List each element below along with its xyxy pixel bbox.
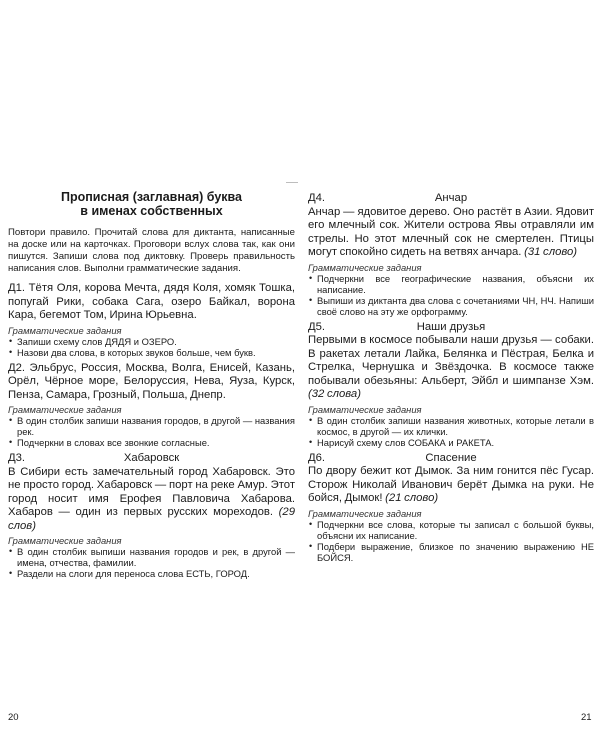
dictation-d6-text [308, 465, 594, 506]
dictation-title: Анчар [434, 192, 468, 204]
task-item: • Подбери выражение, близкое по значению выражению НЕ БОЙСЯ. [308, 541, 594, 563]
grammar-tasks-heading: Грамматические задания [308, 507, 422, 519]
page-number-right: 21 [581, 712, 592, 723]
page-number-left: 20 [8, 712, 19, 723]
dictation-d2-text: Д2. Эльбрус, Россия, Москва, Волга, Енисей, Казань, Орёл, Чёрное море, Белоруссия, Нева, Яуза, Курск, Пенза, Самара, Грозный, Польша, Днепр. [8, 361, 295, 401]
dictation-d1-tasks [8, 336, 295, 358]
dictation-number: Д5. [308, 320, 326, 333]
grammar-tasks-heading: Грамматические задания [8, 535, 122, 546]
page-divider-mark [286, 182, 298, 183]
dictation-body: Анчар — ядовитое дерево. Оно растёт в Азии. Ядовит его млечный сок. Жители острова Явы отравляли им стрелы. Но этот млечный сок не смертелен. Птицы могут спокойно сидеть на ветвях анчара. [308, 205, 594, 258]
task-item: • В один столбик выпиши названия городов и рек, в другой — имена, отчества, фамилии. [8, 546, 295, 568]
grammar-tasks-heading: Грамматические задания [8, 404, 122, 415]
dictation-d4-text [308, 206, 594, 260]
dictation-number: Д4. [308, 192, 326, 204]
dictation-d4-heading [308, 192, 594, 206]
task-item: • Назови два слова, в которых звуков больше, чем букв. [8, 347, 295, 358]
instructions: Повтори правило. Прочитай слова для диктанта, написанные на доске или на карточках. Проговори вслух слова так, как они пишутся. Запиши слова под диктовку. Проверь правильность написания слов. Выполни грамматические задания. [8, 227, 295, 274]
dictation-d5-text [308, 334, 594, 402]
section-title [8, 190, 295, 218]
task-item: • Запиши схему слов ДЯДЯ и ОЗЕРО. [8, 336, 295, 347]
word-count: (31 слово) [524, 246, 578, 258]
dictation-d5-heading [308, 321, 594, 335]
section-title-line2: в именах собственных [80, 204, 223, 218]
task-item: • Подчеркни все слова, которые ты записал с большой буквы, объясни их написание. [308, 519, 594, 541]
left-page [8, 190, 295, 583]
grammar-tasks-heading: Грамматические задания [308, 403, 422, 415]
grammar-tasks-heading: Грамматические задания [8, 324, 122, 336]
dictation-d6-heading [308, 452, 594, 466]
dictation-d3-heading [8, 452, 295, 466]
dictation-d3-text [8, 466, 295, 534]
dictation-d1-text: Д1. Тётя Оля, корова Мечта, дядя Коля, хомяк Тошка, попугай Рики, собака Сага, озеро Байкал, ворона Кара, бегемот Том, Ирина Юрьевна. [8, 282, 295, 321]
task-item: • Нарисуй схему слов СОБАКА и РАКЕТА. [308, 437, 594, 448]
task-item: • Подчеркни в словах все звонкие согласные. [8, 437, 295, 448]
task-item: • В один столбик запиши названия животных, которые летали в космос, в другой — их клички. [308, 415, 594, 437]
dictation-d3-tasks [8, 546, 295, 579]
task-item: • Выпиши из диктанта два слова с сочетаниями ЧН, НЧ. Напиши своё слово на эту же орфограмму. [308, 295, 594, 317]
dictation-number: Д3. [8, 452, 26, 464]
word-count: (21 слово) [385, 492, 439, 504]
dictation-d6-tasks [308, 519, 594, 563]
dictation-title: Наши друзья [416, 320, 486, 333]
dictation-title: Хабаровск [123, 452, 180, 464]
task-item: • Подчеркни все географические названия, объясни их написание. [308, 273, 594, 295]
dictation-d2-tasks [8, 415, 295, 448]
section-title-line1: Прописная (заглавная) буква [60, 190, 242, 204]
dictation-body: В Сибири есть замечательный город Хабаровск. Это не просто город. Хабаровск — порт на реке Амур. Этот город носит имя Ерофея Павловича Хабарова. Хабаров — один из первых русских мореходов. [8, 465, 295, 518]
task-item: • В один столбик запиши названия городов, в другой — названия рек. [8, 415, 295, 437]
right-page [308, 190, 594, 567]
dictation-body: По двору бежит кот Дымок. За ним гонится пёс Гусар. Сторож Николай Иванович берёт Дымка на руки. Не бойся, Дымок! [308, 465, 594, 504]
dictation-d4-tasks [308, 273, 594, 317]
word-count: (32 слова) [308, 388, 361, 400]
dictation-body: Первыми в космосе побывали наши друзья — собаки. В ракетах летали Лайка, Белянка и Пёстрая, Белка и Стрелка, Чернушка и Звёздочка. В космосе также побывали обезьяны: Альберт, Эйбл и шимпанзе Хэм. [308, 334, 594, 387]
word-count: (29 слов) [8, 506, 295, 532]
grammar-tasks-heading: Грамматические задания [308, 261, 422, 273]
task-item: • Раздели на слоги для переноса слова ЕСТЬ, ГОРОД. [8, 568, 295, 579]
dictation-number: Д6. [308, 451, 326, 464]
dictation-title: Спасение [425, 451, 477, 464]
dictation-d5-tasks [308, 415, 594, 448]
